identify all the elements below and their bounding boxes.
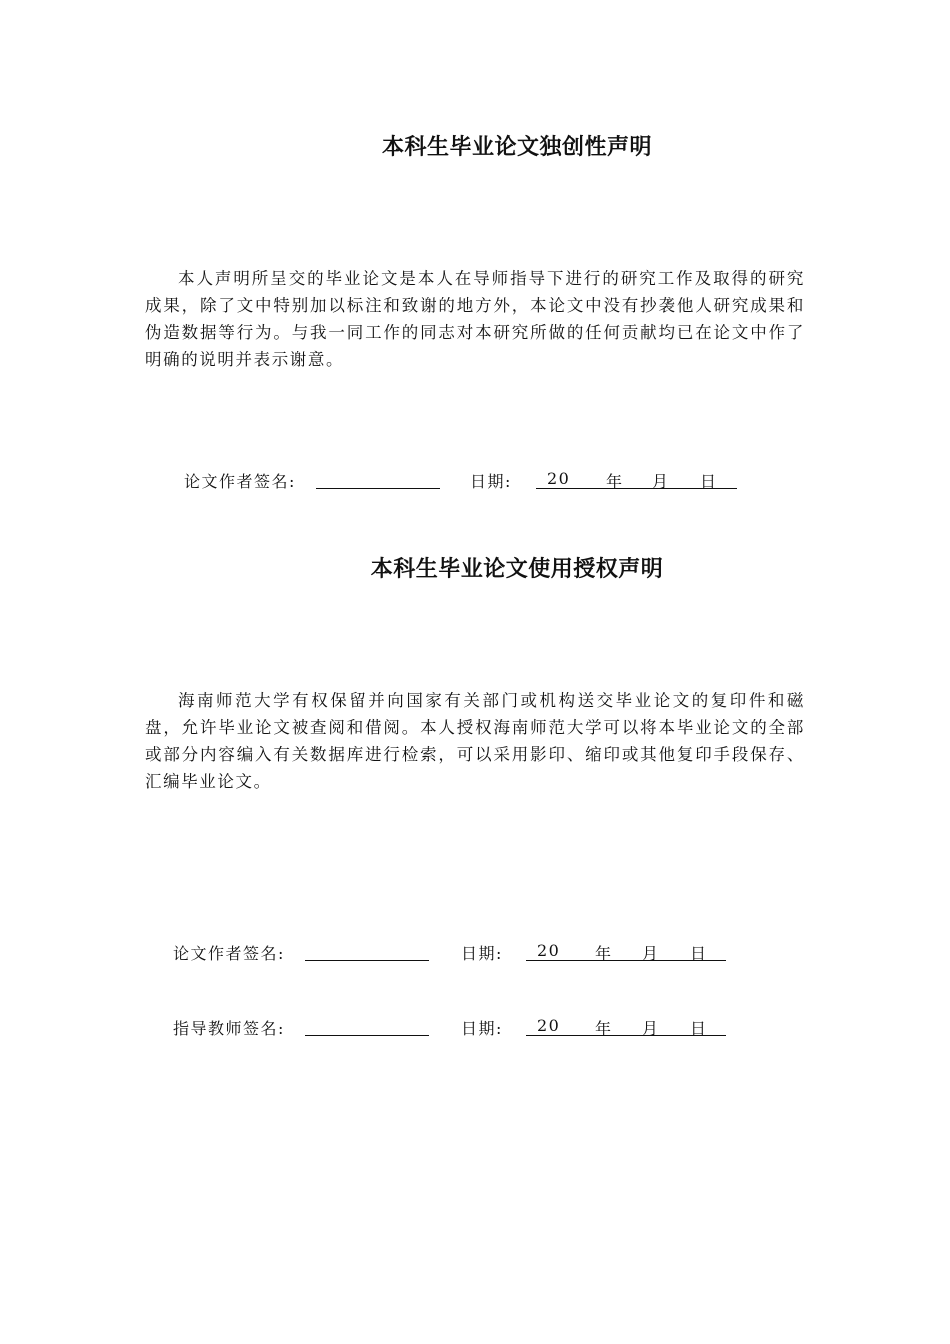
month-char: 月 [642, 944, 660, 963]
day-char: 日 [690, 944, 708, 963]
authorization-title: 本科生毕业论文使用授权声明 [370, 557, 664, 582]
year-prefix: 20 [537, 1016, 561, 1035]
day-char: 日 [700, 472, 718, 491]
year-char: 年 [595, 1019, 613, 1038]
originality-title: 本科生毕业论文独创性声明 [381, 135, 652, 160]
author-signature-field[interactable] [316, 488, 440, 489]
author-signature-field[interactable] [305, 960, 429, 961]
year-char: 年 [606, 472, 624, 491]
advisor-signature-label: 指导教师签名: [173, 1019, 285, 1038]
authorization-author-signature-line [173, 941, 733, 967]
authorization-body: 海南师范大学有权保留并向国家有关部门或机构送交毕业论文的复印件和磁盘，允许毕业论文被查阅和借阅。本人授权海南师范大学可以将本毕业论文的全部或部分内容编入有关数据库进行检索，可以采用影印、缩印或其他复印手段保存、汇编毕业论文。 [145, 691, 805, 791]
year-prefix: 20 [537, 941, 561, 960]
authorization-advisor-signature-line [173, 1016, 733, 1042]
originality-body: 本人声明所呈交的毕业论文是本人在导师指导下进行的研究工作及取得的研究成果，除了文中特别加以标注和致谢的地方外，本论文中没有抄袭他人研究成果和伪造数据等行为。与我一同工作的同志对本研究所做的任何贡献均已在论文中作了明确的说明并表示谢意。 [145, 269, 805, 369]
originality-signature-line [184, 469, 744, 495]
year-prefix: 20 [547, 469, 571, 488]
day-char: 日 [690, 1019, 708, 1038]
advisor-signature-field[interactable] [305, 1035, 429, 1036]
month-char: 月 [642, 1019, 660, 1038]
month-char: 月 [652, 472, 670, 491]
year-char: 年 [595, 944, 613, 963]
date-label: 日期: [461, 1019, 503, 1038]
author-signature-label: 论文作者签名: [184, 472, 296, 491]
date-label: 日期: [470, 472, 512, 491]
author-signature-label: 论文作者签名: [173, 944, 285, 963]
date-label: 日期: [461, 944, 503, 963]
